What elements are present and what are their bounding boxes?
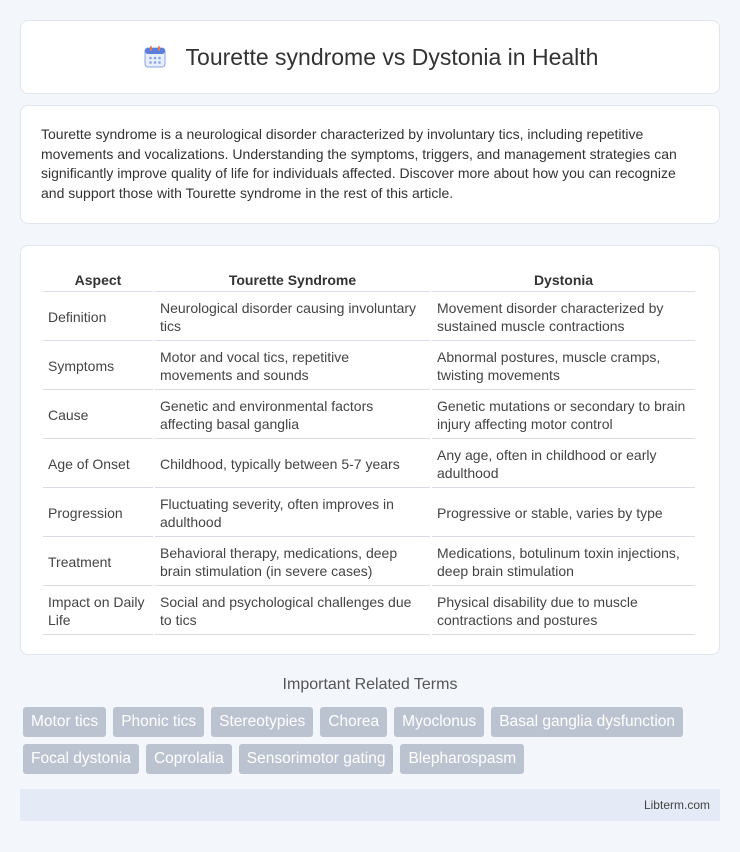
footer <box>20 789 720 821</box>
row-dystonia: Abnormal postures, muscle cramps, twisting movements <box>432 343 695 390</box>
row-tourette: Neurological disorder causing involuntary tics <box>155 294 430 341</box>
row-aspect: Age of Onset <box>43 441 153 488</box>
header-card <box>20 20 720 94</box>
row-aspect: Impact on Daily Life <box>43 588 153 635</box>
row-dystonia: Medications, botulinum toxin injections, deep brain stimulation <box>432 539 695 586</box>
row-aspect: Progression <box>43 490 153 537</box>
related-term-tag[interactable]: Motor tics <box>23 707 106 737</box>
row-tourette: Social and psychological challenges due to tics <box>155 588 430 635</box>
related-term-tag[interactable]: Phonic tics <box>113 707 204 737</box>
row-tourette: Fluctuating severity, often improves in adulthood <box>155 490 430 537</box>
header-tourette: Tourette Syndrome <box>155 266 430 292</box>
row-dystonia: Physical disability due to muscle contractions and postures <box>432 588 695 635</box>
row-aspect: Definition <box>43 294 153 341</box>
table-header-row <box>43 266 695 292</box>
related-term-tag[interactable]: Sensorimotor gating <box>239 744 394 774</box>
row-aspect: Symptoms <box>43 343 153 390</box>
related-term-tag[interactable]: Stereotypies <box>211 707 313 737</box>
related-term-tag[interactable]: Chorea <box>320 707 387 737</box>
table-row <box>43 539 695 586</box>
table-row <box>43 294 695 341</box>
related-term-tag[interactable]: Basal ganglia dysfunction <box>491 707 683 737</box>
row-aspect: Treatment <box>43 539 153 586</box>
table-row <box>43 441 695 488</box>
table-row <box>43 392 695 439</box>
page-title: Tourette syndrome vs Dystonia in Health <box>185 43 599 70</box>
row-tourette: Behavioral therapy, medications, deep brain stimulation (in severe cases) <box>155 539 430 586</box>
intro-card <box>20 105 720 224</box>
related-term-tag[interactable]: Focal dystonia <box>23 744 139 774</box>
comparison-table <box>41 264 697 637</box>
header-dystonia: Dystonia <box>432 266 695 292</box>
row-dystonia: Genetic mutations or secondary to brain injury affecting motor control <box>432 392 695 439</box>
row-dystonia: Movement disorder characterized by sustained muscle contractions <box>432 294 695 341</box>
comparison-table-card <box>20 245 720 655</box>
row-tourette: Genetic and environmental factors affecting basal ganglia <box>155 392 430 439</box>
row-dystonia: Any age, often in childhood or early adulthood <box>432 441 695 488</box>
table-row <box>43 588 695 635</box>
related-term-tag[interactable]: Coprolalia <box>146 744 232 774</box>
calendar-icon <box>142 44 168 70</box>
related-term-tag[interactable]: Myoclonus <box>394 707 484 737</box>
related-terms-heading: Important Related Terms <box>282 676 458 693</box>
row-tourette: Childhood, typically between 5-7 years <box>155 441 430 488</box>
header-aspect: Aspect <box>43 266 153 292</box>
related-terms-list <box>23 707 723 774</box>
related-term-tag[interactable]: Blepharospasm <box>400 744 524 774</box>
row-tourette: Motor and vocal tics, repetitive movements and sounds <box>155 343 430 390</box>
row-aspect: Cause <box>43 392 153 439</box>
footer-site-link[interactable]: Libterm.com <box>643 798 710 812</box>
table-row <box>43 343 695 390</box>
intro-paragraph: Tourette syndrome is a neurological disorder characterized by involuntary tics, including repetitive movements and vocalizations. Understanding the symptoms, triggers, and management strategies can significantly improve quality of life for individuals affected. Discover more about how you can recognize and support those with Tourette syndrome in the rest of this article. <box>41 126 677 201</box>
table-row <box>43 490 695 537</box>
row-dystonia: Progressive or stable, varies by type <box>432 490 695 537</box>
